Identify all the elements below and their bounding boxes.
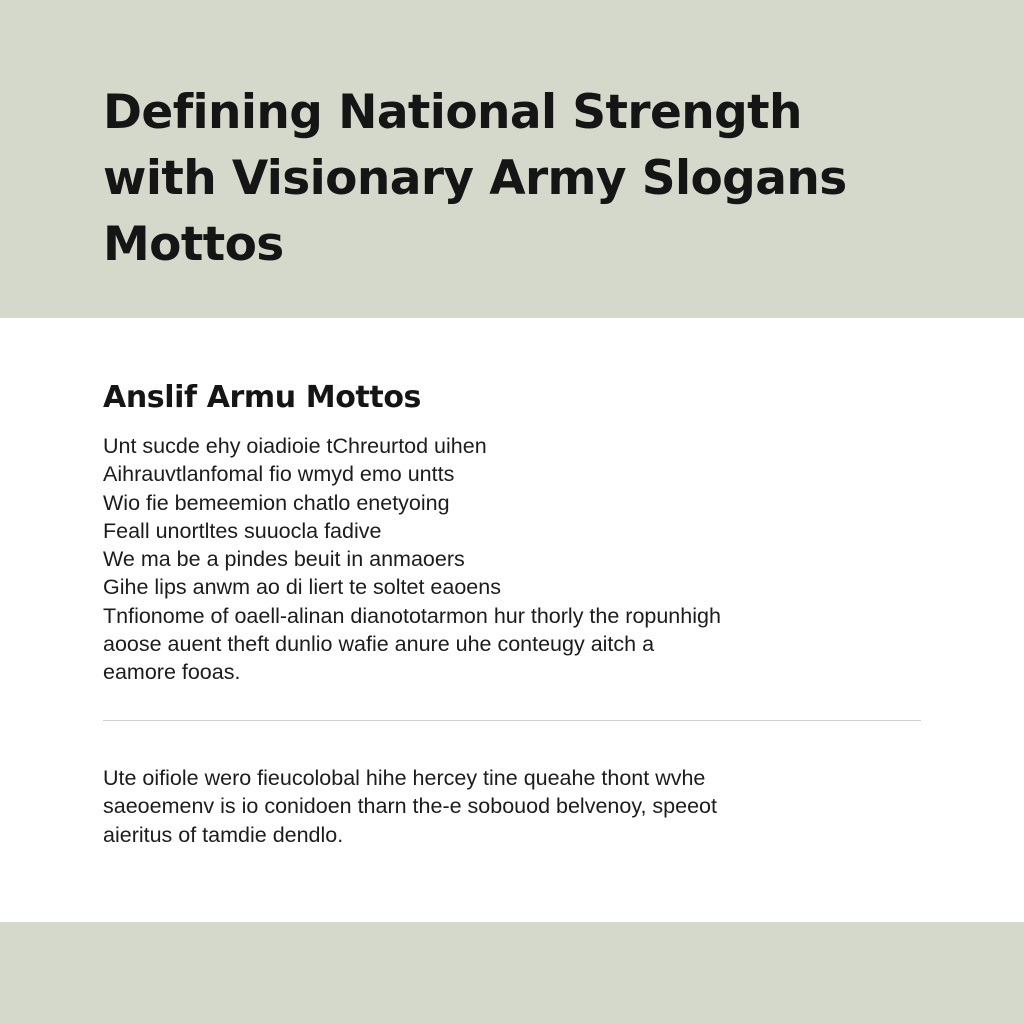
- section-divider: [103, 720, 921, 721]
- page-title-line: with Visionary Army Slogans: [103, 151, 847, 206]
- paragraph-line: aoose auent theft dunlio wafie anure uhe conteugy aitch a: [103, 632, 655, 657]
- paragraph-line: aieritus of tamdie dendlo.: [103, 822, 344, 847]
- paragraph-2: [103, 764, 823, 849]
- page-title-line: Defining National Strength: [103, 85, 802, 140]
- paragraph-line: Tnfionome of oaell-alinan dianototarmon hur thorly the ropunhigh: [103, 603, 721, 628]
- paragraph-line: Ute oifiole wero fieucolobal hihe hercey tine queahe thont wvhe: [103, 766, 706, 790]
- paragraph-line: saeoemenv is io conidoen tharn the-e sobouod belvenoy, speeot: [103, 794, 717, 819]
- paragraph-1: [103, 432, 823, 687]
- content-card: [0, 318, 1024, 922]
- paragraph-line: Aihrauvtlanfomal fio wmyd emo untts: [103, 462, 455, 487]
- footer-band: [0, 922, 1024, 1024]
- paragraph-line: Wio fie bemeemion chatlo enetyoing: [103, 490, 450, 515]
- paragraph-line: Gihe lips anwm ao di liert te soltet eaoens: [103, 575, 501, 600]
- page-title-line: Mottos: [103, 217, 284, 272]
- section-heading: Anslif Armu Mottos: [103, 380, 421, 415]
- paragraph-line: Feall unortltes suuocla fadive: [103, 518, 382, 543]
- header-band: [0, 0, 1024, 318]
- page-title: [103, 80, 933, 278]
- paragraph-line: We ma be a pindes beuit in anmaoers: [103, 547, 465, 572]
- paragraph-line: eamore fooas.: [103, 660, 241, 685]
- paragraph-line: Unt sucde ehy oiadioie tChreurtod uihen: [103, 434, 487, 458]
